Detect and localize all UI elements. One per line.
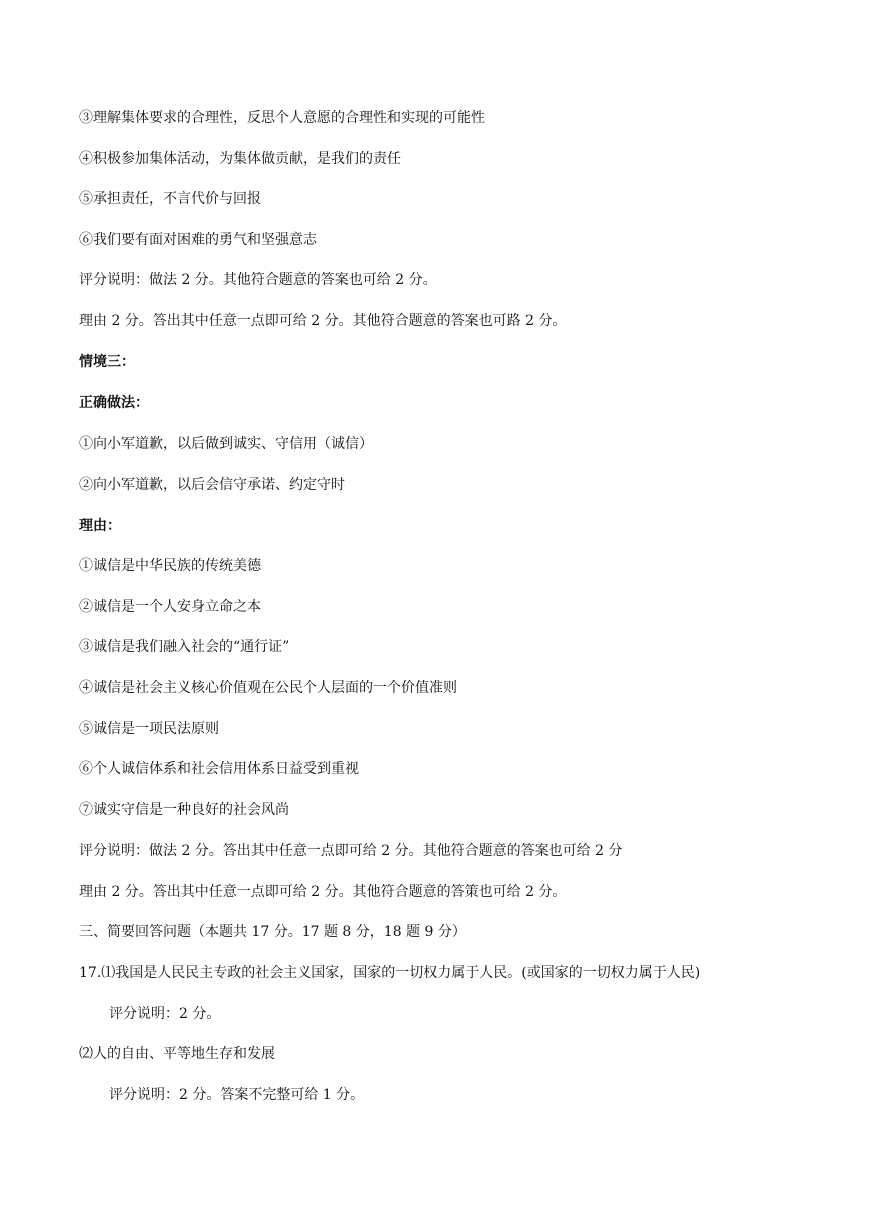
- reason-item-5: ⑤诚信是一项民法原则: [79, 721, 219, 737]
- correct-method-heading: 正确做法：: [79, 395, 149, 411]
- scoring-note-reason-2: 理由 2 分。答出其中任意一点即可给 2 分。其他符合题意的答策也可给 2 分。: [79, 884, 567, 900]
- reason-item-7: ⑦诚实守信是一种良好的社会风尚: [79, 802, 289, 818]
- reason-heading: 理由：: [79, 518, 121, 534]
- section-three-title: 三、简要回答问题（本题共 17 分。17 题 8 分，18 题 9 分）: [79, 924, 466, 940]
- reason-item-6: ⑥个人诚信体系和社会信用体系日益受到重视: [79, 761, 359, 777]
- question-17-part-1: 17.⑴我国是人民民主专政的社会主义国家，国家的一切权力属于人民。(或国家的一切权力属于人民): [79, 965, 701, 981]
- scoring-note-17-1: 评分说明：2 分。: [109, 1006, 221, 1022]
- answer-line-4: ④积极参加集体活动，为集体做贡献，是我们的责任: [79, 151, 401, 167]
- scenario-three-heading: 情境三：: [79, 354, 135, 370]
- answer-line-6: ⑥我们要有面对困难的勇气和坚强意志: [79, 232, 317, 248]
- answer-line-5: ⑤承担责任，不言代价与回报: [79, 191, 261, 207]
- method-item-2: ②向小军道歉，以后会信守承诺、约定守时: [79, 477, 345, 493]
- reason-item-3: ③诚信是我们融入社会的“通行证”: [79, 639, 290, 655]
- reason-item-4: ④诚信是社会主义核心价值观在公民个人层面的一个价值准则: [79, 680, 457, 696]
- scoring-note-method-2: 评分说明：做法 2 分。答出其中任意一点即可给 2 分。其他符合题意的答案也可给 2 分: [79, 843, 623, 859]
- scoring-note-17-2: 评分说明：2 分。答案不完整可给 1 分。: [109, 1087, 365, 1103]
- scoring-note-reason: 理由 2 分。答出其中任意一点即可给 2 分。其他符合题意的答案也可路 2 分。: [79, 313, 567, 329]
- scoring-note-method: 评分说明：做法 2 分。其他符合题意的答案也可给 2 分。: [79, 272, 437, 288]
- question-17-part-2: ⑵人的自由、平等地生存和发展: [79, 1046, 275, 1062]
- reason-item-2: ②诚信是一个人安身立命之本: [79, 599, 261, 615]
- reason-item-1: ①诚信是中华民族的传统美德: [79, 558, 261, 574]
- answer-line-3: ③理解集体要求的合理性，反思个人意愿的合理性和实现的可能性: [79, 110, 485, 126]
- method-item-1: ①向小军道歉，以后做到诚实、守信用（诚信）: [79, 436, 373, 452]
